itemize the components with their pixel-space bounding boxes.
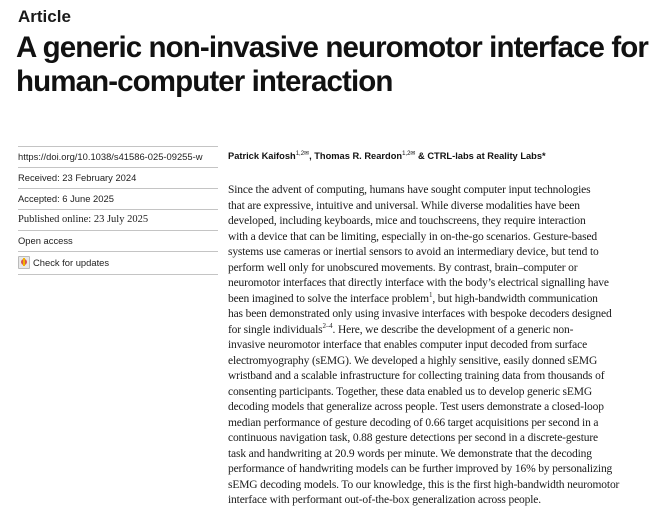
author-name[interactable]: Patrick Kaifosh xyxy=(228,151,296,162)
abstract-line: Since the advent of computing, humans have sought computer input technologies xyxy=(228,184,591,196)
author-affiliation: 1,2 xyxy=(402,151,411,157)
abstract-line: interface with performant out-of-the-box generalization across people. xyxy=(228,494,541,506)
reference-link[interactable]: 2–4 xyxy=(322,321,333,330)
abstract-line: electromyography (sEMG). We developed a highly sensitive, easily donned sEMG xyxy=(228,354,598,367)
open-access-label: Open access xyxy=(18,231,218,252)
abstract-line: continuous navigation task, 0.88 gesture detections per second in a discrete-gesture xyxy=(228,432,598,444)
abstract-line-text: for single individuals xyxy=(228,323,323,336)
abstract-line: task and handwriting at 20.9 words per minute. We demonstrate that the decoding xyxy=(228,447,592,460)
check-for-updates-label: Check for updates xyxy=(33,257,110,268)
abstract-line: invasive neuromotor interface that enables computer input decoded from surface xyxy=(228,339,588,351)
article-info-sidebar xyxy=(18,146,218,275)
author-name[interactable]: Thomas R. Reardon xyxy=(314,151,403,162)
abstract-line: performance of handwriting models can be further improved by 16% by personalizing xyxy=(228,463,613,475)
abstract-line: sEMG decoding models. To our knowledge, this is the first high-bandwidth neuromotor xyxy=(228,478,620,491)
abstract xyxy=(228,183,660,509)
abstract-line: neuromotor interfaces that directly interface with the body’s electrical signalling have xyxy=(228,277,609,289)
abstract-line: has been demonstrated only using invasive interfaces with bespoke decoders designed xyxy=(228,308,612,320)
article-type-label: Article xyxy=(18,7,71,26)
abstract-line: wristband and a scalable infrastructure for collecting training data from thousands of xyxy=(228,370,605,382)
reference-link[interactable]: 1 xyxy=(428,290,433,299)
abstract-line-text: . Here, we describe the development of a generic non- xyxy=(332,323,574,336)
published-date: Published online: 23 July 2025 xyxy=(18,210,218,231)
check-for-updates-icon xyxy=(18,256,30,269)
abstract-line: perform well only for unobscured movements. By contrast, brain–computer or xyxy=(228,261,578,274)
abstract-line: consenting participants. Together, these data enabled us to develop generic sEMG xyxy=(228,385,592,398)
author-list: Patrick Kaifosh$^{1,2✉}$, Thomas R. Reardon$^{1,2✉}$ & CTRL-labs at Reality Labs* xyxy=(228,151,546,162)
email-icon[interactable]: ✉ xyxy=(304,151,310,157)
consortium-name: & CTRL-labs at Reality Labs* xyxy=(418,151,546,162)
abstract-line: developed, including keyboards, mice and touchscreens, they require interaction xyxy=(228,215,586,227)
abstract-line-text: , but high-bandwidth communication xyxy=(432,292,598,305)
abstract-line: systems use cameras or inertial sensors to avoid an intermediary device, but tend to xyxy=(228,246,599,258)
abstract-line: that are expressive, intuitive and universal. While diverse modalities have been xyxy=(228,199,580,212)
received-date: Received: 23 February 2024 xyxy=(18,168,218,189)
abstract-line-text: been imagined to solve the interface problem xyxy=(228,292,429,305)
author-affiliation: 1,2 xyxy=(295,151,305,157)
article-title: A generic non-invasive neuromotor interface for human-computer interaction xyxy=(16,31,648,98)
abstract-line: median performance of gesture decoding of 0.66 target acquisitions per second in a xyxy=(228,416,599,429)
abstract-line xyxy=(228,292,660,308)
abstract-line: with a device that can be limiting, especially in on-the-go scenarios. Gesture-based xyxy=(228,230,598,243)
check-for-updates-button[interactable] xyxy=(18,252,218,275)
abstract-line: decoding models that generalize across people. Test users demonstrate a closed-loop xyxy=(228,401,604,413)
doi-link[interactable]: https://doi.org/10.1038/s41586-025-09255-w xyxy=(18,146,218,168)
abstract-line xyxy=(228,323,660,339)
accepted-date: Accepted: 6 June 2025 xyxy=(18,189,218,210)
email-icon[interactable]: ✉ xyxy=(410,151,416,157)
